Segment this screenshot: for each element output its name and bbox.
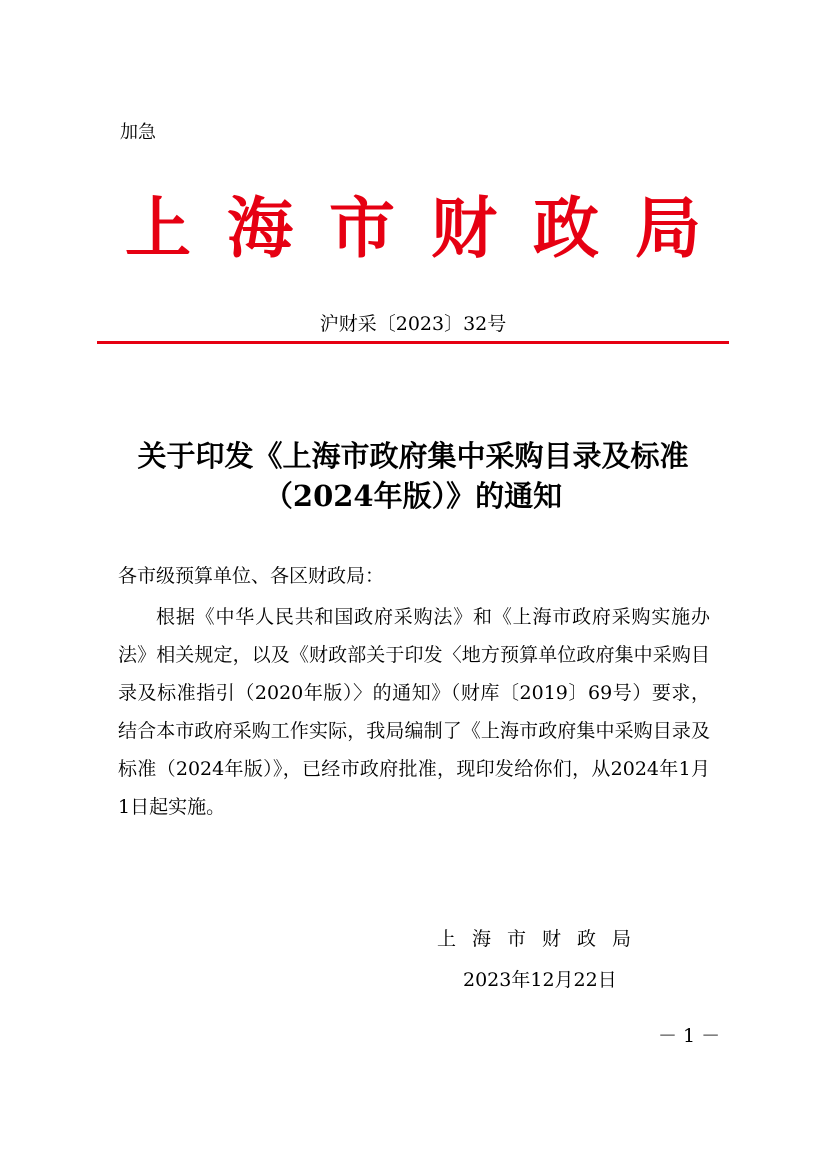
page-number: － 1 － (658, 1025, 721, 1047)
signature-organization: 上海市财政局 (437, 928, 648, 950)
issuing-agency-header: 上海市财政局 (125, 189, 737, 267)
document-number: 沪财采〔2023〕32号 (319, 313, 507, 335)
document-title-line-2: （2024年版）》的通知 (263, 479, 563, 513)
document-title-line-1: 关于印发《上海市政府集中采购目录及标准 (137, 439, 689, 473)
urgency-label: 加急 (120, 122, 156, 143)
signature-date: 2023年12月22日 (463, 969, 617, 991)
red-divider-line (97, 341, 729, 344)
salutation: 各市级预算单位、各区财政局： (118, 565, 385, 587)
body-paragraph: 根据《中华人民共和国政府采购法》和《上海市政府采购实施办法》相关规定，以及《财政部关于印发〈地方预算单位政府集中采购目录及标准指引（2020年版）〉的通知》（财库〔2019〕69号）要求，结合本市政府采购工作实际，我局编制了《上海市政府集中采购目录及标准（2024年版）》，已经市政府批准，现印发给你们，从2024年1月1日起实施。 (118, 606, 710, 818)
